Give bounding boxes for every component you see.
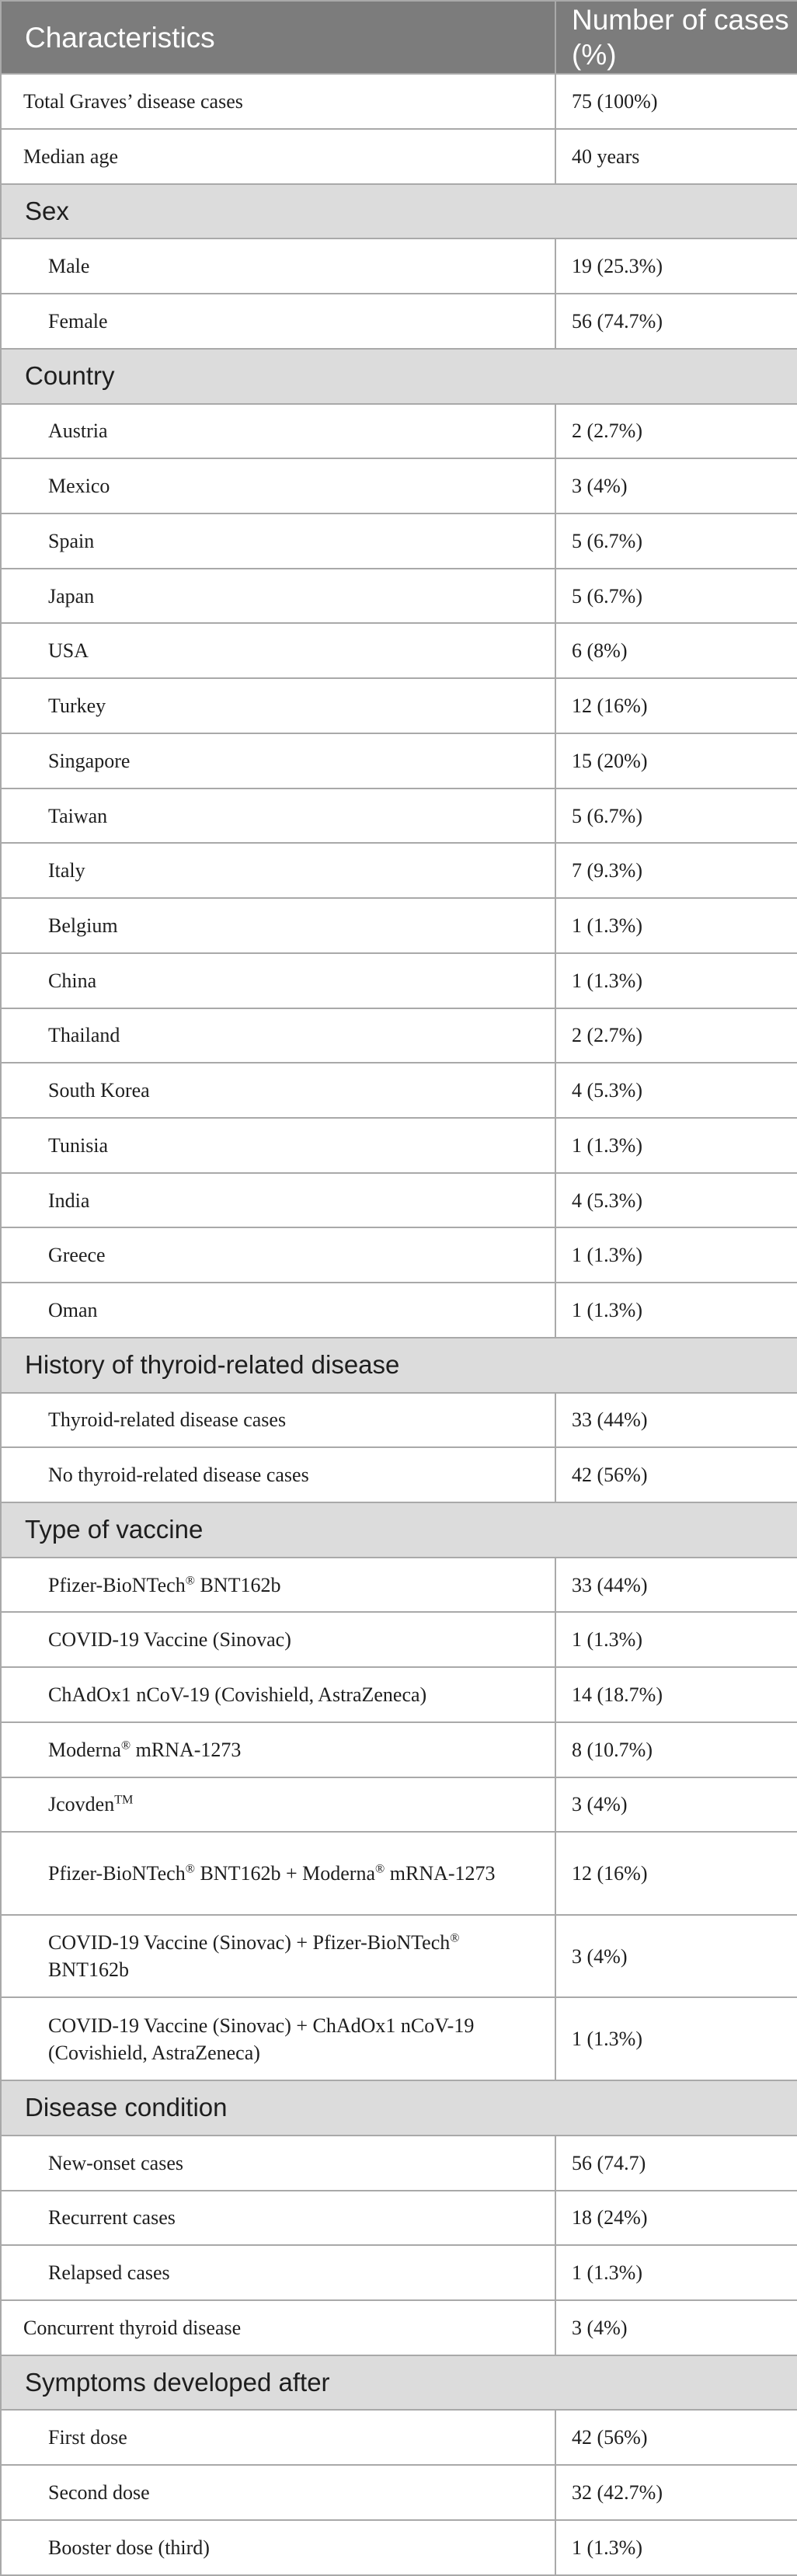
row-value: 33 (44%) bbox=[555, 1558, 797, 1613]
row-label: Recurrent cases bbox=[1, 2191, 555, 2246]
row-value: 4 (5.3%) bbox=[555, 1063, 797, 1118]
row-value: 3 (4%) bbox=[555, 2300, 797, 2355]
section-header-condition bbox=[1, 2080, 797, 2136]
row-value: 1 (1.3%) bbox=[555, 1997, 797, 2080]
row-label: India bbox=[1, 1173, 555, 1228]
section-title: Symptoms developed after bbox=[1, 2355, 797, 2411]
section-header-symptoms bbox=[1, 2355, 797, 2411]
row-value: 4 (5.3%) bbox=[555, 1173, 797, 1228]
row-value: 5 (6.7%) bbox=[555, 569, 797, 624]
row-value: 56 (74.7) bbox=[555, 2136, 797, 2191]
row-value: 1 (1.3%) bbox=[555, 953, 797, 1008]
row-label: Taiwan bbox=[1, 788, 555, 844]
table-row bbox=[1, 1393, 797, 1448]
table-row bbox=[1, 1832, 797, 1915]
row-label: Booster dose (third) bbox=[1, 2520, 555, 2575]
section-title: Country bbox=[1, 349, 797, 404]
table-row bbox=[1, 1063, 797, 1118]
row-label: COVID-19 Vaccine (Sinovac) + Pfizer-BioNTech® BNT162b bbox=[1, 1915, 555, 1998]
row-label: Greece bbox=[1, 1227, 555, 1283]
table-row bbox=[1, 1118, 797, 1173]
section-title: Disease condition bbox=[1, 2080, 797, 2136]
row-label: Spain bbox=[1, 513, 555, 569]
row-label: Austria bbox=[1, 404, 555, 459]
row-label: Second dose bbox=[1, 2465, 555, 2520]
table-row bbox=[1, 1777, 797, 1833]
row-value: 42 (56%) bbox=[555, 2410, 797, 2465]
table-row bbox=[1, 1558, 797, 1613]
table-row bbox=[1, 2245, 797, 2300]
row-value: 15 (20%) bbox=[555, 733, 797, 788]
row-label: Thailand bbox=[1, 1008, 555, 1063]
table-row bbox=[1, 898, 797, 953]
table-row bbox=[1, 843, 797, 898]
row-value: 7 (9.3%) bbox=[555, 843, 797, 898]
table-row bbox=[1, 788, 797, 844]
section-title: History of thyroid-related disease bbox=[1, 1338, 797, 1393]
row-label: Italy bbox=[1, 843, 555, 898]
table-row bbox=[1, 129, 797, 184]
row-value: 6 (8%) bbox=[555, 623, 797, 678]
table-row bbox=[1, 623, 797, 678]
row-value: 12 (16%) bbox=[555, 1832, 797, 1915]
table-row bbox=[1, 238, 797, 294]
row-value: 42 (56%) bbox=[555, 1447, 797, 1502]
row-value: 1 (1.3%) bbox=[555, 898, 797, 953]
row-label: Pfizer-BioNTech® BNT162b bbox=[1, 1558, 555, 1613]
row-label: Oman bbox=[1, 1283, 555, 1338]
table-row bbox=[1, 2410, 797, 2465]
table-row bbox=[1, 1173, 797, 1228]
table-row bbox=[1, 1008, 797, 1063]
row-value: 3 (4%) bbox=[555, 1777, 797, 1833]
section-header-history bbox=[1, 1338, 797, 1393]
table-row bbox=[1, 2300, 797, 2355]
table-row bbox=[1, 953, 797, 1008]
row-label: Belgium bbox=[1, 898, 555, 953]
row-label: New-onset cases bbox=[1, 2136, 555, 2191]
table-row bbox=[1, 404, 797, 459]
table-row bbox=[1, 294, 797, 349]
row-label: Female bbox=[1, 294, 555, 349]
row-label: ChAdOx1 nCoV-19 (Covishield, AstraZeneca) bbox=[1, 1667, 555, 1722]
row-value: 5 (6.7%) bbox=[555, 513, 797, 569]
row-label: USA bbox=[1, 623, 555, 678]
table-row bbox=[1, 1283, 797, 1338]
row-value: 3 (4%) bbox=[555, 1915, 797, 1998]
table-row bbox=[1, 1227, 797, 1283]
table-row bbox=[1, 1722, 797, 1777]
row-label: Concurrent thyroid disease bbox=[1, 2300, 555, 2355]
section-title: Type of vaccine bbox=[1, 1502, 797, 1558]
section-header-vaccine bbox=[1, 1502, 797, 1558]
row-label: Turkey bbox=[1, 678, 555, 733]
row-value: 1 (1.3%) bbox=[555, 1118, 797, 1173]
row-value: 18 (24%) bbox=[555, 2191, 797, 2246]
row-value: 2 (2.7%) bbox=[555, 1008, 797, 1063]
row-label: Male bbox=[1, 238, 555, 294]
table-row bbox=[1, 458, 797, 513]
table-row bbox=[1, 2520, 797, 2575]
row-label: Mexico bbox=[1, 458, 555, 513]
row-value: 1 (1.3%) bbox=[555, 1612, 797, 1667]
row-value: 40 years bbox=[555, 129, 797, 184]
row-label: Thyroid-related disease cases bbox=[1, 1393, 555, 1448]
row-label: China bbox=[1, 953, 555, 1008]
table-row bbox=[1, 1447, 797, 1502]
row-label: Japan bbox=[1, 569, 555, 624]
row-label: Total Graves’ disease cases bbox=[1, 74, 555, 129]
row-label: First dose bbox=[1, 2410, 555, 2465]
table-row bbox=[1, 678, 797, 733]
section-header-sex bbox=[1, 184, 797, 239]
row-value: 1 (1.3%) bbox=[555, 2245, 797, 2300]
row-value: 56 (74.7%) bbox=[555, 294, 797, 349]
row-value: 33 (44%) bbox=[555, 1393, 797, 1448]
header-row bbox=[1, 1, 797, 74]
row-label: Singapore bbox=[1, 733, 555, 788]
table-row bbox=[1, 569, 797, 624]
row-value: 32 (42.7%) bbox=[555, 2465, 797, 2520]
row-value: 12 (16%) bbox=[555, 678, 797, 733]
table-row bbox=[1, 1997, 797, 2080]
row-label: South Korea bbox=[1, 1063, 555, 1118]
table-row bbox=[1, 2136, 797, 2191]
header-number-of-cases: Number of cases (%) bbox=[555, 1, 797, 74]
row-value: 1 (1.3%) bbox=[555, 2520, 797, 2575]
row-label: No thyroid-related disease cases bbox=[1, 1447, 555, 1502]
table-row bbox=[1, 513, 797, 569]
section-header-country bbox=[1, 349, 797, 404]
table-row bbox=[1, 74, 797, 129]
row-value: 8 (10.7%) bbox=[555, 1722, 797, 1777]
row-label: Pfizer-BioNTech® BNT162b + Moderna® mRNA-1273 bbox=[1, 1832, 555, 1915]
row-label: Tunisia bbox=[1, 1118, 555, 1173]
row-label: Median age bbox=[1, 129, 555, 184]
row-label: COVID-19 Vaccine (Sinovac) + ChAdOx1 nCoV-19 (Covishield, AstraZeneca) bbox=[1, 1997, 555, 2080]
table-row bbox=[1, 1612, 797, 1667]
row-value: 1 (1.3%) bbox=[555, 1227, 797, 1283]
table-row bbox=[1, 1915, 797, 1998]
table-row bbox=[1, 2191, 797, 2246]
row-value: 3 (4%) bbox=[555, 458, 797, 513]
table-row bbox=[1, 733, 797, 788]
row-value: 14 (18.7%) bbox=[555, 1667, 797, 1722]
row-value: 75 (100%) bbox=[555, 74, 797, 129]
row-value: 1 (1.3%) bbox=[555, 1283, 797, 1338]
row-value: 19 (25.3%) bbox=[555, 238, 797, 294]
row-label: Jcovden™ bbox=[1, 1777, 555, 1833]
row-value: 5 (6.7%) bbox=[555, 788, 797, 844]
row-label: Relapsed cases bbox=[1, 2245, 555, 2300]
section-title: Sex bbox=[1, 184, 797, 239]
table-row bbox=[1, 1667, 797, 1722]
table-row bbox=[1, 2465, 797, 2520]
row-label: COVID-19 Vaccine (Sinovac) bbox=[1, 1612, 555, 1667]
row-label: Moderna® mRNA-1273 bbox=[1, 1722, 555, 1777]
header-characteristics: Characteristics bbox=[1, 1, 555, 74]
row-value: 2 (2.7%) bbox=[555, 404, 797, 459]
